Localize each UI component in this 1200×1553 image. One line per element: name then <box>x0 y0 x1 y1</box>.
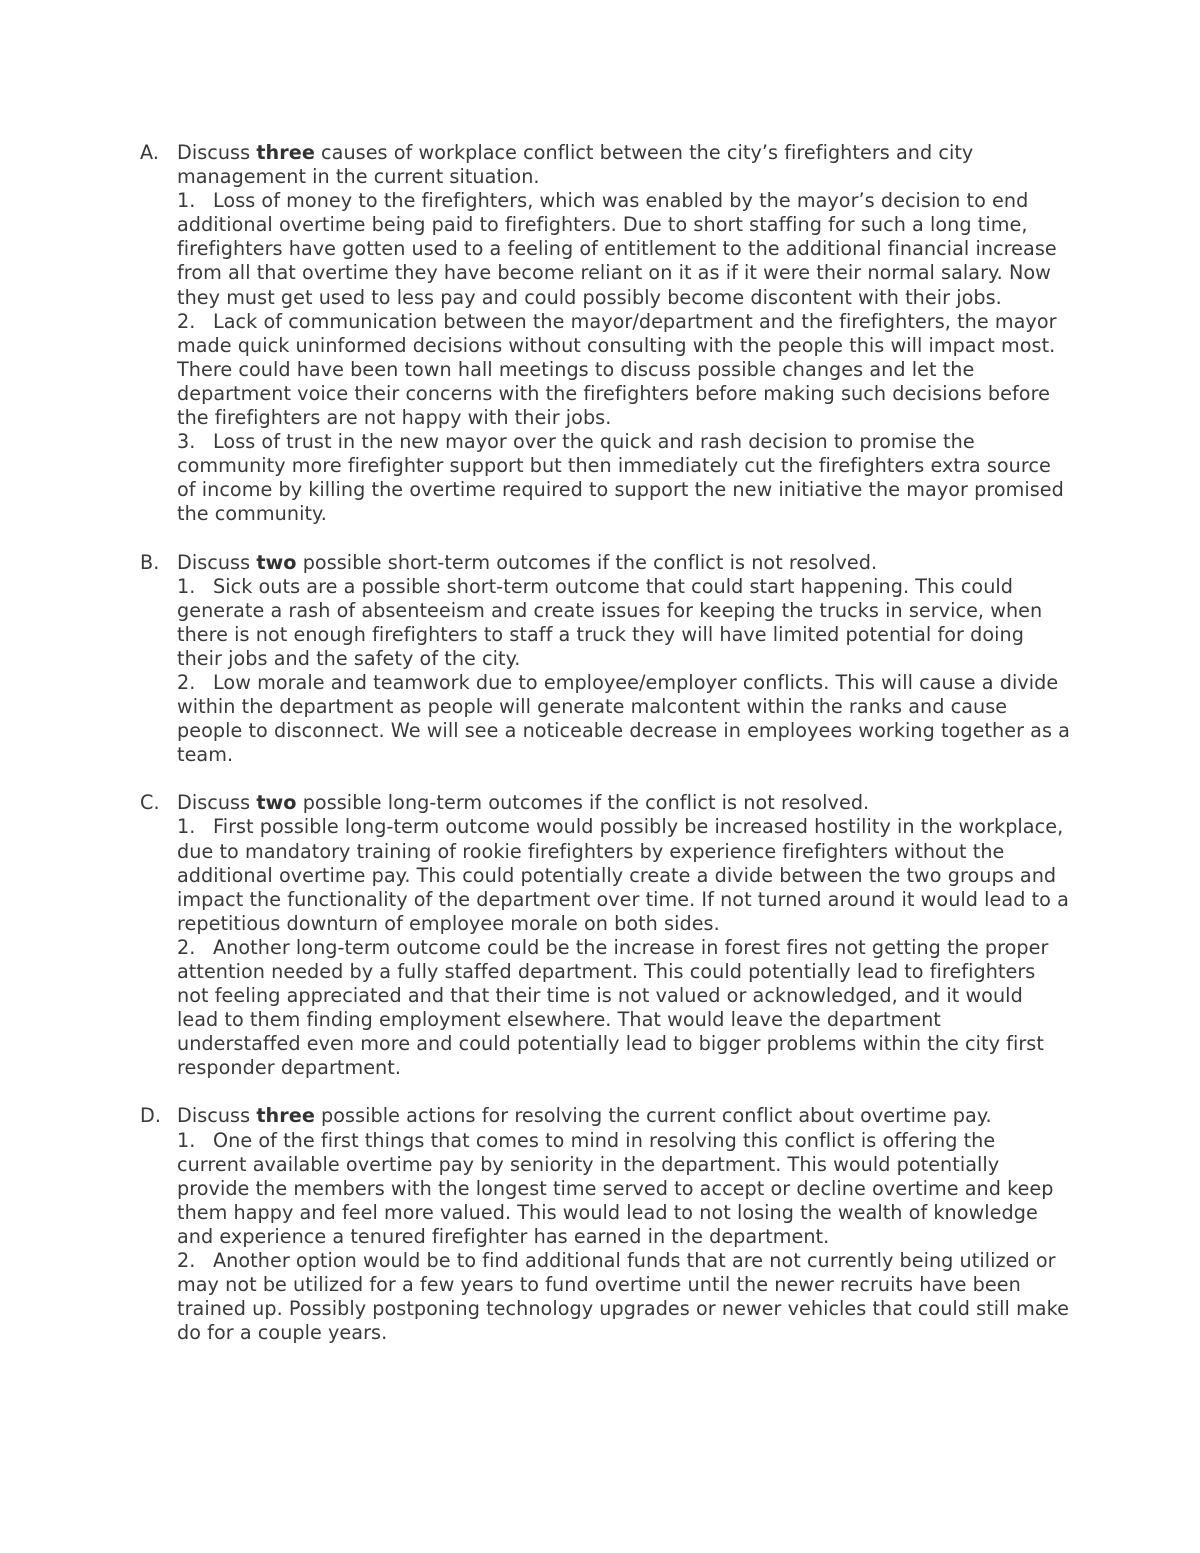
question-c <box>140 791 1070 815</box>
answer-text: Another long-term outcome could be the increase in forest fires not getting the proper attention needed by a fully staffed department. This could potentially lead to firefighters not feeling appreciated and that their time is not valued or acknowledged, and it would lead to them finding employment elsewhere. That would leave the department understaffed even more and could potentially lead to bigger problems within the city first responder department. <box>177 935 1049 1080</box>
document-body <box>140 141 1070 1369</box>
answer-text: Loss of trust in the new mayor over the quick and rash decision to promise the community more firefighter support but then immediately cut the firefighters extra source of income by killing the overtime required to support the new initiative the mayor promised the community. <box>177 430 1064 526</box>
answer-item <box>140 936 1070 1081</box>
question-a <box>140 141 1070 189</box>
answer-item <box>140 189 1070 309</box>
answer-item <box>140 1249 1070 1345</box>
question-text-pre: Discuss <box>177 1104 257 1128</box>
question-text-post: possible long-term outcomes if the conflict is not resolved. <box>296 791 870 815</box>
question-emphasis: two <box>256 550 297 574</box>
answer-text: Low morale and teamwork due to employee/employer conflicts. This will cause a divide within the department as people will generate malcontent within the ranks and cause people to disconnect. We will see a noticeable decrease in employees working together as a team. <box>177 670 1070 767</box>
section-a <box>140 141 1070 527</box>
answer-number: 1. <box>177 189 196 213</box>
answer-number: 2. <box>177 935 196 959</box>
question-emphasis: two <box>256 791 297 815</box>
answer-text: First possible long-term outcome would possibly be increased hostility in the workplace, due to mandatory training of rookie firefighters by experience firefighters without the additional overtime pay. This could potentially create a divide between the two groups and impact the functionality of the department over time. If not turned around it would lead to a repetitious downturn of employee morale on both sides. <box>177 815 1069 935</box>
question-d <box>140 1104 1070 1128</box>
question-letter: D. <box>140 1104 161 1128</box>
question-letter: C. <box>140 791 160 815</box>
answer-text: Another option would be to find additional funds that are not currently being utilized or may not be utilized for a few years to fund overtime until the newer recruits have been trained up. Possibly postponing technology upgrades or newer vehicles that could still make do for a couple years. <box>177 1249 1069 1345</box>
question-b <box>140 551 1070 575</box>
answer-item <box>140 815 1070 935</box>
section-c <box>140 791 1070 1080</box>
question-letter: A. <box>140 141 159 164</box>
question-text-pre: Discuss <box>177 141 257 164</box>
answer-text: Sick outs are a possible short-term outcome that could start happening. This could generate a rash of absenteeism and create issues for keeping the trucks in service, when there is not enough firefighters to staff a truck they will have limited potential for doing their jobs and the safety of the city. <box>177 574 1043 670</box>
answer-item <box>140 1129 1070 1249</box>
answer-text: Lack of communication between the mayor/department and the firefighters, the mayor made quick uninformed decisions without consulting with the people this will impact most. There could have been town hall meetings to discuss possible changes and let the department voice their concerns with the firefighters before making such decisions before the firefighters are not happy with their jobs. <box>177 309 1057 430</box>
question-text-pre: Discuss <box>177 791 257 815</box>
answer-item <box>140 310 1070 430</box>
answer-text: One of the first things that comes to mind in resolving this conflict is offering the current available overtime pay by seniority in the department. This would potentially provide the members with the longest time served to accept or decline overtime and keep them happy and feel more valued. This would lead to not losing the wealth of knowledge and experience a tenured firefighter has earned in the department. <box>177 1128 1054 1248</box>
question-text-post: causes of workplace conflict between the city’s firefighters and city management in the current situation. <box>177 141 974 189</box>
section-d <box>140 1104 1070 1345</box>
question-text-post: possible short-term outcomes if the conflict is not resolved. <box>296 550 878 574</box>
answer-number: 1. <box>177 1128 196 1152</box>
answer-text: Loss of money to the firefighters, which was enabled by the mayor’s decision to end additional overtime being paid to firefighters. Due to short staffing for such a long time, firefighters have gotten used to a feeling of entitlement to the additional financial increase from all that overtime they have become reliant on it as if it were their normal salary. Now they must get used to less pay and could possibly become discontent with their jobs. <box>177 189 1057 309</box>
answer-number: 1. <box>177 815 196 839</box>
answer-item <box>140 430 1070 526</box>
section-b <box>140 551 1070 768</box>
answer-item <box>140 575 1070 671</box>
question-emphasis: three <box>256 1104 315 1128</box>
question-text-pre: Discuss <box>177 550 257 574</box>
answer-number: 2. <box>177 309 196 333</box>
question-emphasis: three <box>256 141 315 164</box>
answer-number: 2. <box>177 670 196 694</box>
answer-item <box>140 671 1070 767</box>
answer-number: 1. <box>177 574 196 598</box>
answer-number: 3. <box>177 430 196 454</box>
question-letter: B. <box>140 550 160 574</box>
answer-number: 2. <box>177 1249 196 1273</box>
question-text-post: possible actions for resolving the current conflict about overtime pay. <box>314 1104 992 1128</box>
